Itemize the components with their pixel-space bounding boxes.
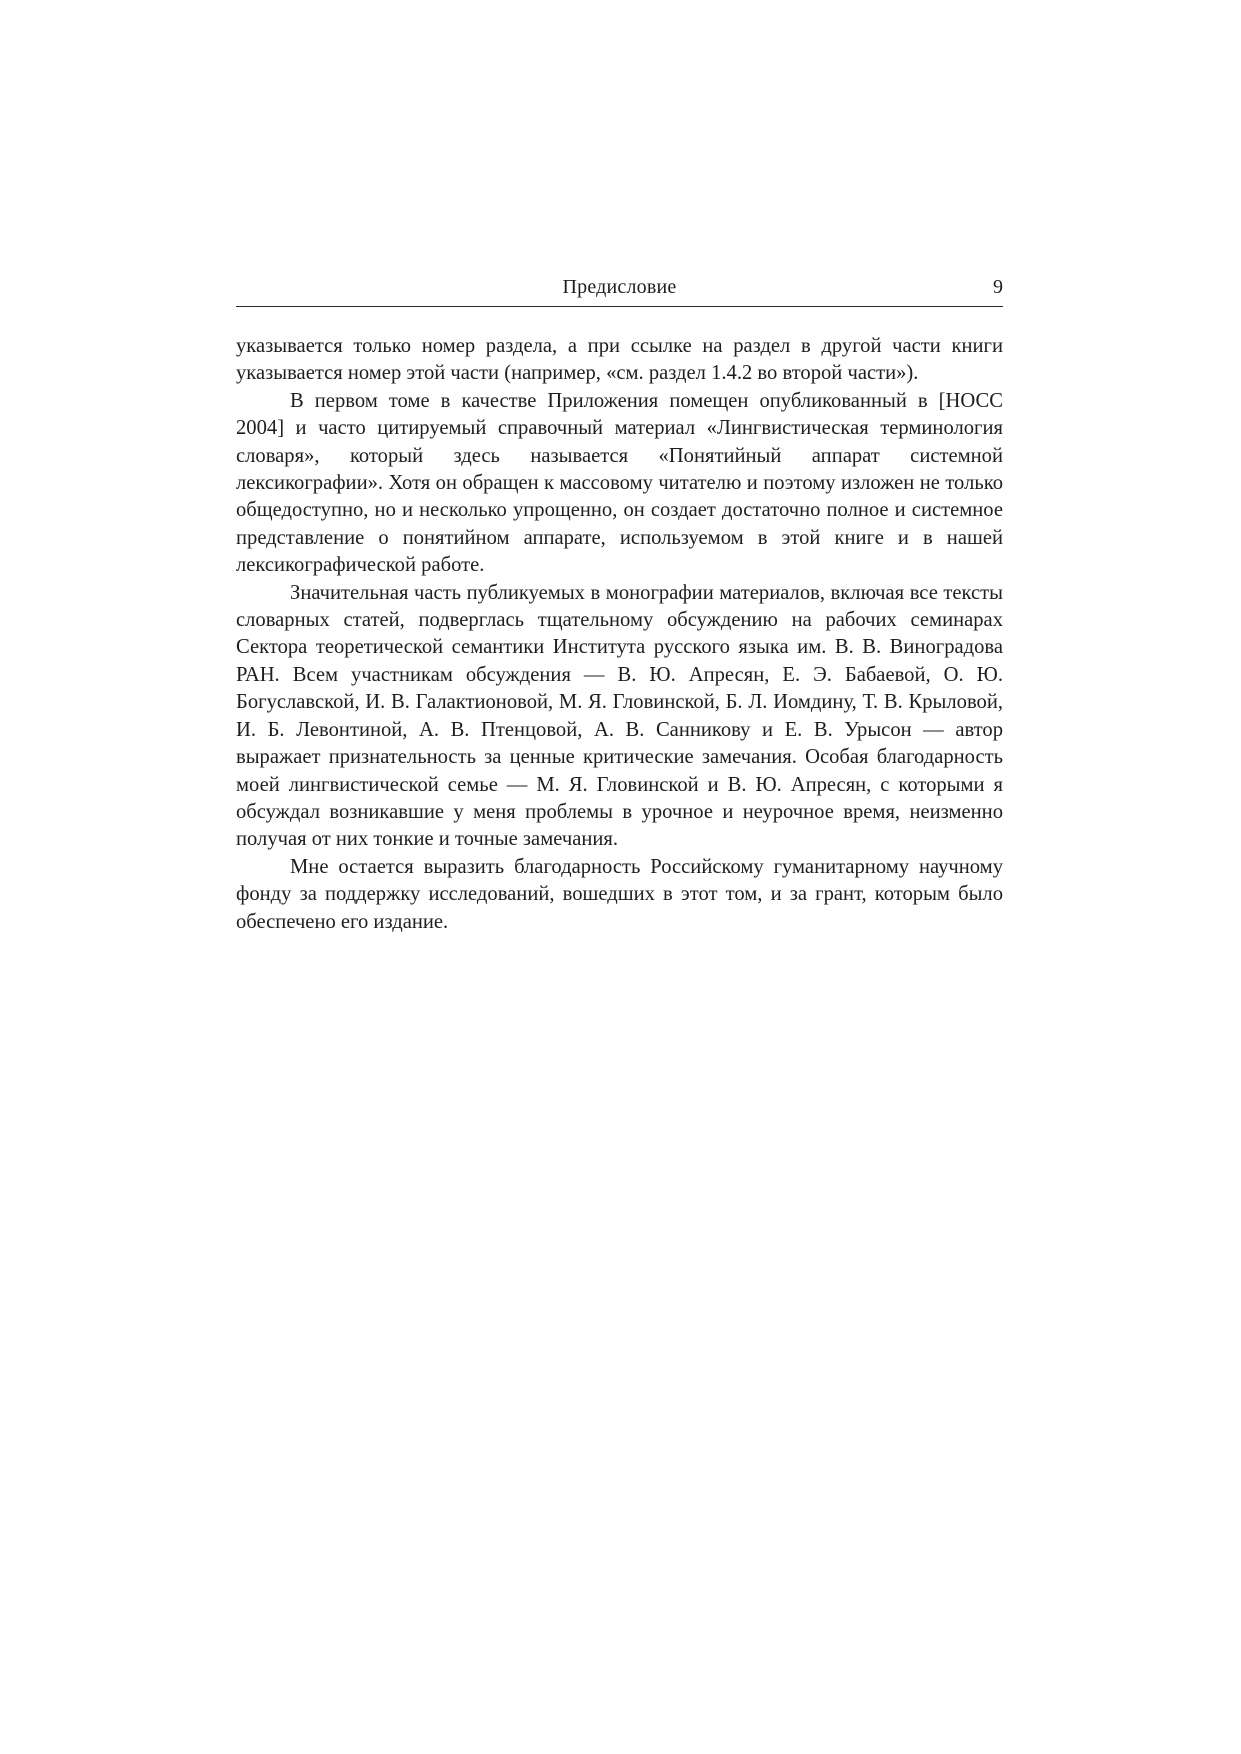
- body-text: [236, 333, 1003, 936]
- paragraph-funding-thanks: Мне остается выразить благодарность Российскому гуманитарному научному фонду за поддержку исследований, вошедших в этот том, и за грант, которым было обеспечено его издание.: [236, 855, 1003, 933]
- paragraph-appendix-note: В первом томе в качестве Приложения помещен опубликованный в [НОСС 2004] и часто цитируемый справочный материал «Лингвистическая терминология словаря», который здесь называется «Понятийный аппарат системной лексикографии». Хотя он обращен к массовому читателю и поэтому изложен не только общедоступно, но и несколько упрощенно, он создает достаточно полное и системное представление о понятийном аппарате, используемом в этой книге и в нашей лексикографической работе.: [236, 389, 1003, 577]
- page-header: [236, 270, 1003, 307]
- paragraph-acknowledgements: Значительная часть публикуемых в монографии материалов, включая все тексты словарных статей, подверглась тщательному обсуждению на рабочих семинарах Сектора теоретической семантики Института русского языка им. В. В. Виноградова РАН. Всем участникам обсуждения — В. Ю. Апресян, Е. Э. Бабаевой, О. Ю. Богуславской, И. В. Галактионовой, М. Я. Гловинской, Б. Л. Иомдину, Т. В. Крыловой, И. Б. Левонтиной, А. В. Птенцовой, А. В. Санникову и Е. В. Урысон — автор выражает признательность за ценные критические замечания. Особая благодарность моей лингвистической семье — М. Я. Гловинской и В. Ю. Апресян, с которыми я обсуждал возникавшие у меня проблемы в урочное и неурочное время, неизменно получая от них тонкие и точные замечания.: [236, 581, 1003, 851]
- running-title: Предисловие: [562, 276, 677, 298]
- page-number: 9: [993, 276, 1003, 298]
- paragraph-continuation: указывается только номер раздела, а при ссылке на раздел в другой части книги указывается номер этой части (например, «см. раздел 1.4.2 во второй части»).: [236, 335, 1003, 385]
